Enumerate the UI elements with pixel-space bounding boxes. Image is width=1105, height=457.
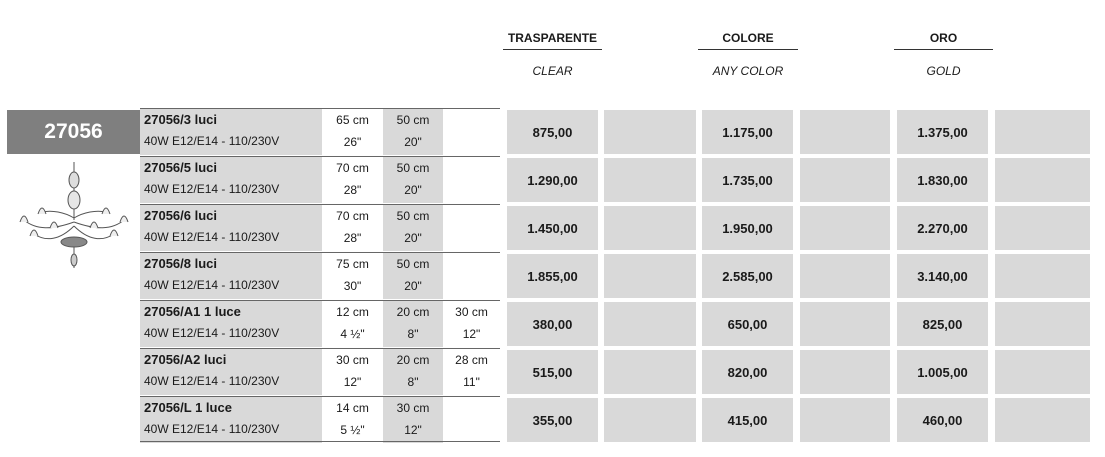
price-gold: 1.830,00 [897, 158, 988, 202]
dimension-inch: 20" [404, 231, 422, 245]
spacer-cell [800, 110, 890, 154]
price-gold: 825,00 [897, 302, 988, 346]
price-clear: 380,00 [507, 302, 598, 346]
column-subtitle: GOLD [926, 64, 961, 78]
dimension-inch: 26" [343, 135, 362, 149]
dimension-inch: 20" [404, 183, 422, 197]
dimension-2 [383, 157, 443, 203]
spacer-cell [604, 110, 696, 154]
spacer-cell [995, 350, 1090, 394]
spacer-cell [800, 350, 890, 394]
dimension-2 [383, 109, 443, 155]
column-title: TRASPARENTE [507, 31, 598, 45]
dimension-cm: 30 cm [396, 401, 430, 415]
dimension-inch: 20" [404, 135, 422, 149]
model-spec: 40W E12/E14 - 110/230V [144, 374, 280, 388]
dimension-2 [383, 301, 443, 347]
dimension-cm: 50 cm [396, 161, 430, 175]
spacer-cell [995, 158, 1090, 202]
header-rule [503, 49, 602, 50]
dimension-3 [443, 157, 500, 203]
dimension-cm: 30 cm [455, 305, 488, 319]
dimension-inch: 20" [404, 279, 422, 293]
column-title: COLORE [722, 31, 774, 45]
column-subtitle: CLEAR [532, 64, 573, 78]
spacer-cell [800, 254, 890, 298]
column-subtitle: ANY COLOR [712, 64, 784, 78]
spacer-cell [995, 302, 1090, 346]
dimension-inch: 28" [343, 231, 362, 245]
dimension-inch: 8" [407, 375, 419, 389]
table-row [140, 108, 1100, 156]
model-cell [140, 205, 322, 251]
spacer-cell [800, 302, 890, 346]
dimension-1 [322, 109, 383, 155]
model-spec: 40W E12/E14 - 110/230V [144, 182, 280, 196]
price-any-color: 1.950,00 [702, 206, 793, 250]
price-clear: 355,00 [507, 398, 598, 442]
model-name: 27056/3 luci [144, 112, 217, 127]
model-spec: 40W E12/E14 - 110/230V [144, 278, 280, 292]
dimension-inch: 4 ½" [340, 327, 365, 341]
dimension-1 [322, 253, 383, 299]
dimension-inch: 8" [407, 327, 419, 341]
price-any-color: 415,00 [702, 398, 793, 442]
price-gold: 3.140,00 [897, 254, 988, 298]
dimension-cm: 65 cm [336, 113, 369, 127]
model-name: 27056/A1 1 luce [144, 304, 241, 319]
dimension-3 [443, 109, 500, 155]
column-header-colore [698, 27, 798, 78]
dimension-3 [443, 301, 500, 347]
spacer-cell [604, 302, 696, 346]
price-any-color: 650,00 [702, 302, 793, 346]
dimension-inch: 12" [404, 423, 422, 437]
price-any-color: 820,00 [702, 350, 793, 394]
price-clear: 1.290,00 [507, 158, 598, 202]
dimension-3 [443, 349, 500, 395]
spacer-cell [995, 110, 1090, 154]
dimension-inch: 5 ½" [340, 423, 365, 437]
dimension-inch: 11" [463, 375, 480, 389]
dimension-3 [443, 253, 500, 299]
table-row [140, 204, 1100, 252]
model-cell [140, 397, 322, 443]
column-title: ORO [929, 31, 958, 45]
dimension-1 [322, 301, 383, 347]
dimension-cm: 75 cm [336, 257, 369, 271]
dimension-cm: 20 cm [396, 353, 430, 367]
price-clear: 1.855,00 [507, 254, 598, 298]
table-row [140, 156, 1100, 204]
dimension-2 [383, 397, 443, 443]
spacer-cell [800, 158, 890, 202]
dimension-inch: 28" [343, 183, 362, 197]
price-clear: 1.450,00 [507, 206, 598, 250]
model-cell [140, 301, 322, 347]
dimension-inch: 12" [462, 327, 481, 341]
model-name: 27056/6 luci [144, 208, 217, 223]
table-row [140, 252, 1100, 300]
dimension-cm: 20 cm [396, 305, 430, 319]
dimension-cm: 12 cm [336, 305, 369, 319]
column-header-oro [894, 27, 993, 78]
spacer-cell [604, 158, 696, 202]
model-spec: 40W E12/E14 - 110/230V [144, 422, 280, 436]
spacer-cell [604, 254, 696, 298]
dimension-3 [443, 205, 500, 251]
dimension-2 [383, 253, 443, 299]
dimension-2 [383, 205, 443, 251]
price-any-color: 1.735,00 [702, 158, 793, 202]
model-name: 27056/L 1 luce [144, 400, 232, 415]
model-spec: 40W E12/E14 - 110/230V [144, 230, 280, 244]
spacer-cell [800, 398, 890, 442]
dimension-cm: 70 cm [336, 161, 369, 175]
column-header-trasparente [503, 27, 602, 78]
price-gold: 1.005,00 [897, 350, 988, 394]
model-cell [140, 349, 322, 395]
dimension-1 [322, 397, 383, 443]
table-row [140, 348, 1100, 396]
dimension-cm: 30 cm [336, 353, 369, 367]
price-clear: 515,00 [507, 350, 598, 394]
dimension-cm: 50 cm [396, 113, 430, 127]
dimension-cm: 28 cm [455, 353, 488, 367]
price-clear: 875,00 [507, 110, 598, 154]
model-cell [140, 157, 322, 203]
spacer-cell [800, 206, 890, 250]
dimension-cm: 50 cm [396, 257, 430, 271]
dimension-cm: 14 cm [336, 401, 369, 415]
dimension-3 [443, 397, 500, 443]
model-name: 27056/A2 luci [144, 352, 227, 367]
table-row [140, 300, 1100, 348]
table-bottom-rule [140, 441, 500, 442]
dimension-1 [322, 157, 383, 203]
product-code-badge: 27056 [7, 110, 140, 154]
price-gold: 460,00 [897, 398, 988, 442]
dimension-cm: 70 cm [336, 209, 369, 223]
table-row [140, 396, 1100, 444]
price-gold: 2.270,00 [897, 206, 988, 250]
model-name: 27056/8 luci [144, 256, 217, 271]
spacer-cell [604, 350, 696, 394]
dimension-cm: 50 cm [396, 209, 430, 223]
spacer-cell [995, 398, 1090, 442]
model-name: 27056/5 luci [144, 160, 217, 175]
dimension-1 [322, 349, 383, 395]
spacer-cell [995, 206, 1090, 250]
price-gold: 1.375,00 [897, 110, 988, 154]
model-spec: 40W E12/E14 - 110/230V [144, 326, 280, 340]
dimension-inch: 30" [343, 279, 362, 293]
dimension-1 [322, 205, 383, 251]
dimension-2 [383, 349, 443, 395]
price-any-color: 1.175,00 [702, 110, 793, 154]
price-any-color: 2.585,00 [702, 254, 793, 298]
model-spec: 40W E12/E14 - 110/230V [144, 134, 280, 148]
header-rule [698, 49, 798, 50]
spacer-cell [604, 398, 696, 442]
header-rule [894, 49, 993, 50]
spacer-cell [604, 206, 696, 250]
dimension-inch: 12" [343, 375, 362, 389]
chandelier-image [12, 160, 136, 272]
spacer-cell [995, 254, 1090, 298]
model-cell [140, 109, 322, 155]
model-cell [140, 253, 322, 299]
